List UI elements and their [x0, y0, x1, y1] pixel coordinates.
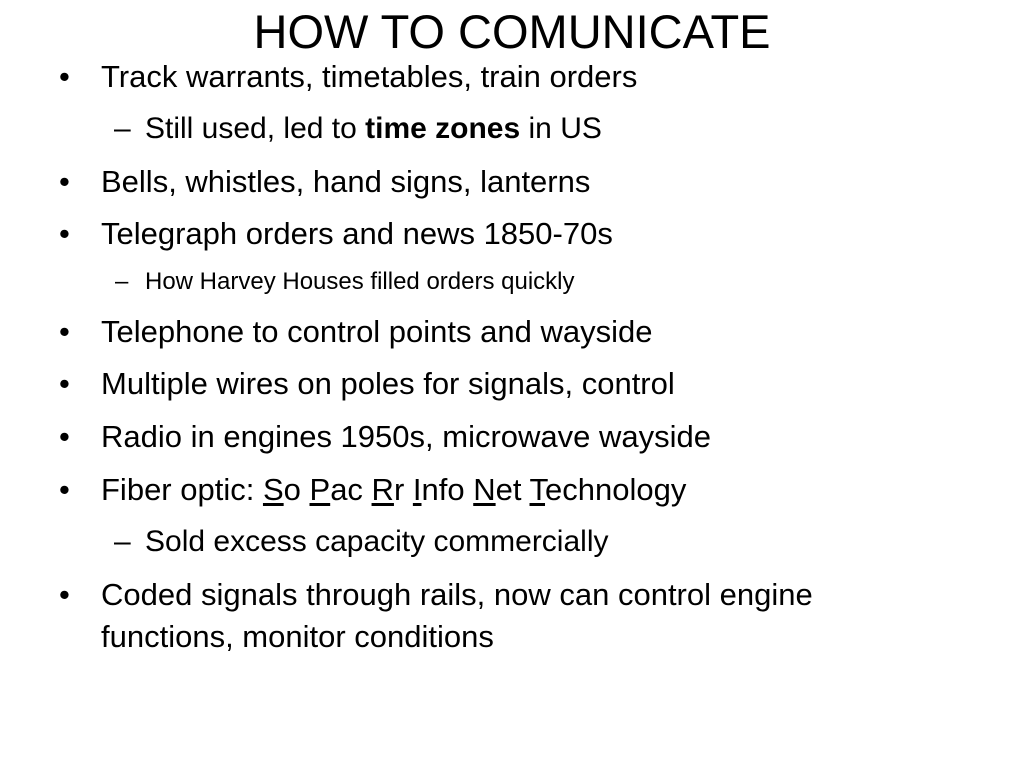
sub-bullet-text-before: Still used, led to [145, 112, 366, 145]
bullet-continuation [101, 615, 494, 658]
slide-title: HOW TO COMUNICATE [253, 5, 771, 58]
acronym-initial: I [412, 472, 422, 507]
bullet-icon: • [59, 59, 70, 94]
bullet-text-line-2: functions, monitor conditions [101, 619, 494, 654]
bullet-icon: • [59, 419, 70, 454]
acronym-initial: S [262, 472, 284, 507]
bullet-icon: • [59, 577, 70, 612]
sub-bullet-text-bold: time zones [365, 112, 521, 145]
bullet-item [59, 415, 711, 458]
bullet-icon: • [59, 366, 70, 401]
bullet-item [59, 55, 638, 98]
acronym-initial: N [473, 472, 496, 507]
bullet-item [59, 362, 675, 405]
acronym-word-rest: nfo [421, 472, 474, 507]
sub-bullet-text: Sold excess capacity commercially [145, 525, 609, 558]
dash-icon: – [115, 268, 129, 295]
sub-bullet-text-after: in US [520, 112, 602, 145]
sub-bullet-text: How Harvey Houses filled orders quickly [145, 268, 575, 295]
acronym-word-rest: ac [330, 472, 372, 507]
bullet-text: Multiple wires on poles for signals, control [101, 366, 675, 401]
bullet-item [59, 160, 591, 203]
bullet-text: Telegraph orders and news 1850-70s [101, 216, 613, 251]
bullet-item [59, 573, 813, 616]
bullet-item [59, 212, 613, 255]
bullet-item [59, 468, 687, 511]
bullet-text: Track warrants, timetables, train orders [101, 59, 638, 94]
acronym-word-rest: r [393, 472, 413, 507]
acronym-word-rest: echnology [545, 472, 687, 507]
acronym-word-rest: o [283, 472, 310, 507]
bullet-icon: • [59, 216, 70, 251]
bullet-item [59, 310, 653, 353]
sub-bullet-text [145, 112, 602, 145]
acronym-initial: R [371, 472, 394, 507]
sub-bullet-item [114, 522, 609, 562]
bullet-text: Telephone to control points and wayside [101, 314, 653, 349]
acronym-word-rest: et [495, 472, 530, 507]
sub-bullet-item [114, 109, 602, 149]
bullet-icon: • [59, 314, 70, 349]
bullet-text-line-1: Coded signals through rails, now can control engine [101, 577, 813, 612]
sub-bullet-item [115, 266, 575, 298]
acronym-initial: P [309, 472, 331, 507]
acronym-initial: T [529, 472, 546, 507]
fiber-optic-prefix: Fiber optic: [101, 472, 263, 507]
dash-icon: – [114, 525, 131, 558]
bullet-text [101, 472, 686, 507]
bullet-text: Radio in engines 1950s, microwave wayside [101, 419, 711, 454]
dash-icon: – [114, 112, 131, 145]
bullet-icon: • [59, 164, 70, 199]
bullet-icon: • [59, 472, 70, 507]
bullet-text: Bells, whistles, hand signs, lanterns [101, 164, 591, 199]
